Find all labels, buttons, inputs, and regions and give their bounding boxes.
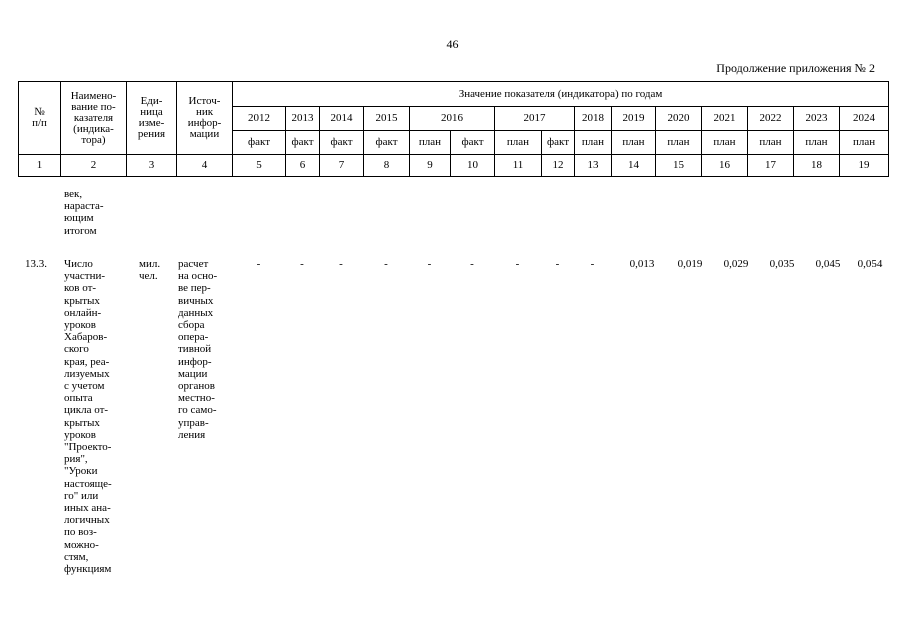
year-cell: 2013 [286, 107, 320, 131]
year-cell: 2021 [702, 107, 748, 131]
col-number: 1 [19, 155, 61, 177]
type-cell: план [410, 131, 451, 155]
type-cell: факт [320, 131, 364, 155]
year-cell: 2024 [840, 107, 889, 131]
type-cell: факт [451, 131, 495, 155]
type-cell: факт [286, 131, 320, 155]
appendix-note: Продолжение приложения № 2 [716, 61, 875, 75]
value-cell: 0,013 [629, 258, 655, 270]
value-cell: 0,029 [723, 258, 749, 270]
year-cell: 2014 [320, 107, 364, 131]
value-cell: 0,019 [677, 258, 703, 270]
year-cell: 2020 [656, 107, 702, 131]
indicator-unit: мил. чел. [139, 258, 161, 283]
year-cell: 2016 [410, 107, 495, 131]
type-cell: факт [364, 131, 410, 155]
value-cell: - [384, 258, 388, 270]
col-number: 7 [320, 155, 364, 177]
col-number: 14 [612, 155, 656, 177]
value-cell: - [470, 258, 474, 270]
page-number: 46 [446, 37, 459, 51]
year-cell: 2017 [495, 107, 575, 131]
value-cell: - [590, 258, 595, 270]
col-number: 19 [840, 155, 889, 177]
continuation-text: век, нараста- ющим итогом [64, 188, 104, 237]
type-cell: план [495, 131, 542, 155]
value-cell: - [427, 258, 432, 270]
col-number: 13 [575, 155, 612, 177]
year-cell: 2012 [233, 107, 286, 131]
header-num: № п/п [19, 82, 61, 155]
type-cell: план [656, 131, 702, 155]
value-cell: - [256, 258, 261, 270]
header-values-title: Значение показателя (индикатора) по годам [233, 82, 889, 107]
row-number: 13.3. [25, 258, 47, 270]
type-cell: факт [233, 131, 286, 155]
header-source: Источ- ник инфор- мации [177, 82, 233, 155]
col-number: 2 [61, 155, 127, 177]
col-number: 17 [748, 155, 794, 177]
year-cell: 2018 [575, 107, 612, 131]
col-number: 6 [286, 155, 320, 177]
type-cell: план [748, 131, 794, 155]
year-cell: 2023 [794, 107, 840, 131]
type-cell: факт [542, 131, 575, 155]
type-cell: план [794, 131, 840, 155]
col-number: 12 [542, 155, 575, 177]
year-cell: 2015 [364, 107, 410, 131]
col-number: 18 [794, 155, 840, 177]
value-cell: 0,054 [857, 258, 883, 270]
year-cell: 2019 [612, 107, 656, 131]
indicator-source: расчет на осно- ве пер- вичных данных сбора опера- тивной инфор- мации органов местно- го само- управ- ления [178, 258, 218, 441]
col-number: 5 [233, 155, 286, 177]
col-number: 3 [127, 155, 177, 177]
type-cell: план [840, 131, 889, 155]
header-unit: Еди- ница изме- рения [127, 82, 177, 155]
col-number: 11 [495, 155, 542, 177]
type-cell: план [612, 131, 656, 155]
indicator-name: Число участни- ков от- крытых онлайн- уроков Хабаров- ского края, реа- лизуемых с учетом опыта цикла от- крытых уроков "Проекто- рия", "Уроки настояще- го" или иных ана- логичных по воз- можно- стям, функциям [64, 258, 112, 576]
col-number: 15 [656, 155, 702, 177]
value-cell: 0,035 [769, 258, 795, 270]
value-cell: 0,045 [815, 258, 841, 270]
value-cell: - [300, 258, 304, 270]
col-number: 10 [451, 155, 495, 177]
value-cell: - [339, 258, 343, 270]
value-cell: - [555, 258, 560, 270]
year-cell: 2022 [748, 107, 794, 131]
col-number: 16 [702, 155, 748, 177]
indicator-table-header [18, 81, 889, 177]
col-number: 8 [364, 155, 410, 177]
col-number: 4 [177, 155, 233, 177]
type-cell: план [575, 131, 612, 155]
value-cell: - [515, 258, 520, 270]
type-cell: план [702, 131, 748, 155]
header-name: Наимено- вание по- казателя (индика- тора) [61, 82, 127, 155]
col-number: 9 [410, 155, 451, 177]
